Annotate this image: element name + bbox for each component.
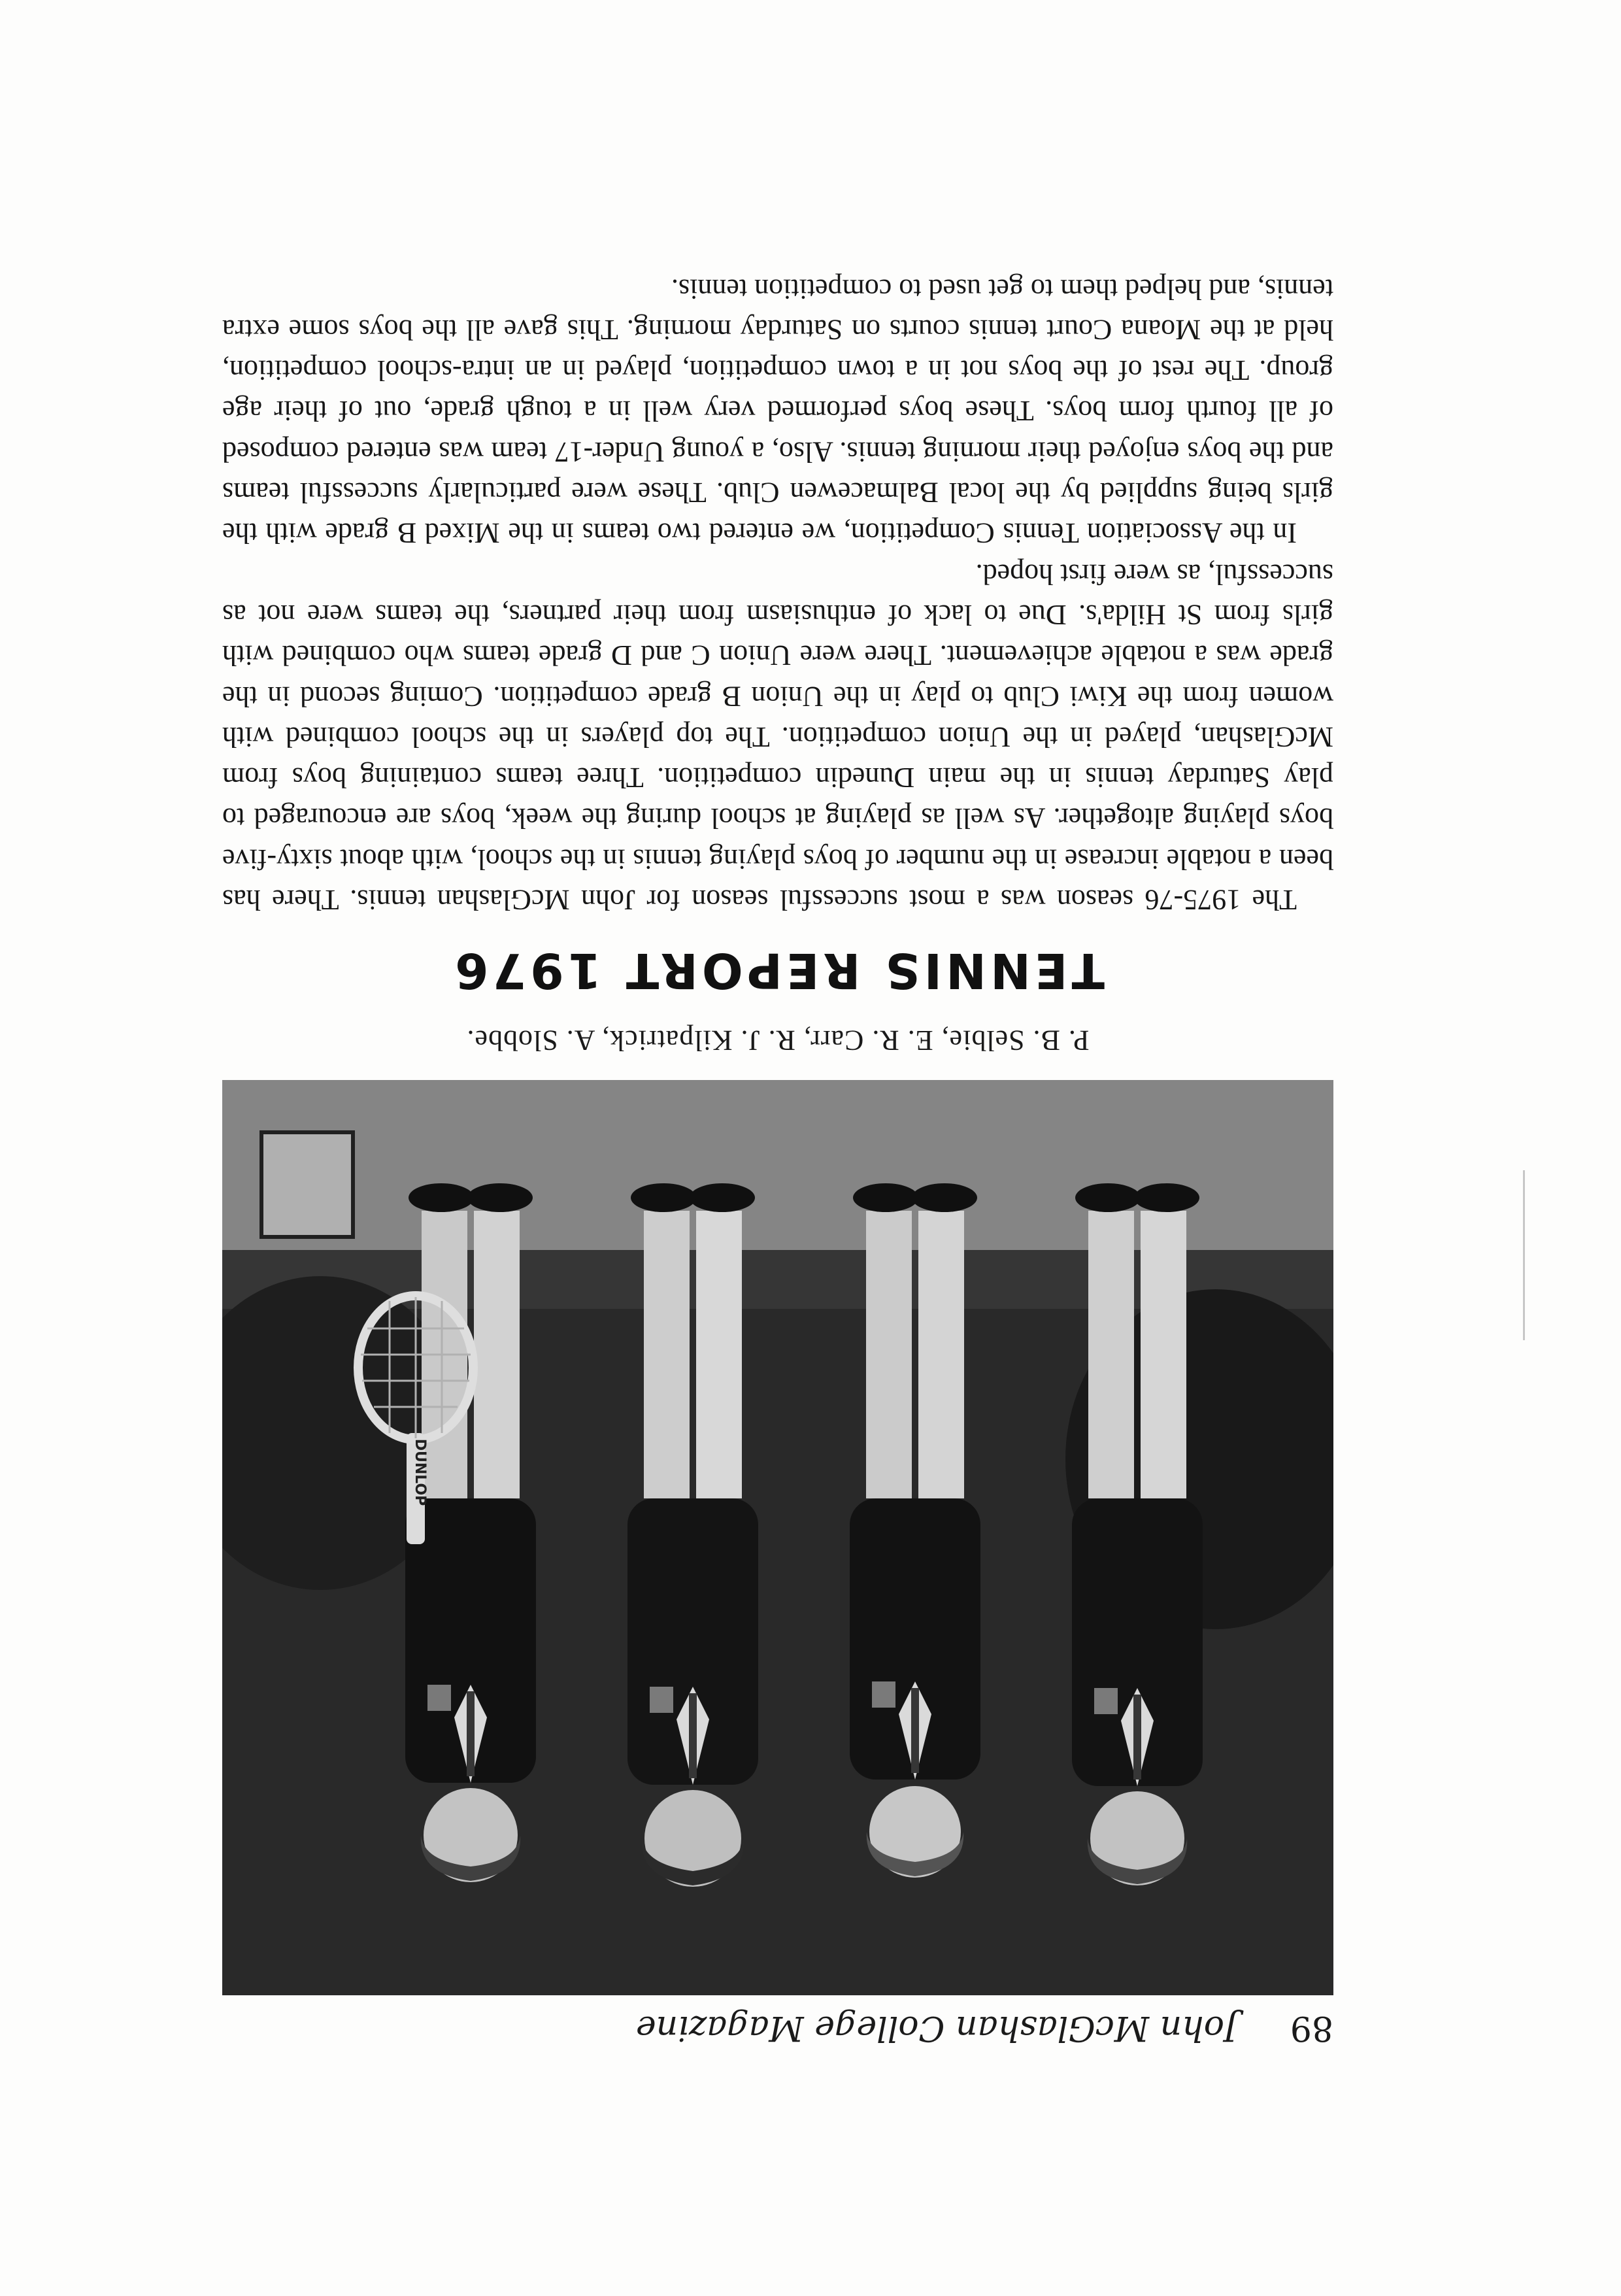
article-body (222, 268, 1333, 920)
page-number: 89 (1290, 2008, 1333, 2048)
photo-caption: P. B. Selbie, E. R. Carr, R. J. Kilpatrick, A. Slobbe. (466, 1024, 1090, 1056)
team-photo (222, 1080, 1333, 1995)
paragraph-2: In the Association Tennis Competition, we entered two teams in the Mixed B grade with the girls being supplied by the local Balmacewen Club. These were particularly successful teams and the boys enjoyed their morning tennis. Also, a young Under-17 team was entered composed of all fourth form boys. These boys performed very well in a tough grade, out of their age group. The rest of the boys not in a town competition, played in an intra-school competition, held at the Moana Court tennis courts on Saturday morning. This gave all the boys some extra tennis, and helped them to get used to competition tennis. (222, 273, 1333, 550)
paragraph-1: The 1975-76 season was a most successful season for John McGlashan tennis. There has been a notable increase in the number of boys playing tennis in the school, with about sixty-five boys playing altogether. As well as playing at school during the week, boys are encouraged to play Saturday tennis in the main Dunedin competition. Three teams containing boys from McGlashan, played in the Union competition. The top players in the school combined with women from the Kiwi Club to play in the Union B grade competition. Coming second in the grade was a notable achievement. There were Union C and D grade teams who combined with girls from St Hilda's. Due to lack of enthusiasm from their partners, the teams were not as successful, as were first hoped. (222, 558, 1333, 916)
publication-title: John McGlashan College Magazine (635, 2008, 1238, 2048)
running-head (235, 2008, 1333, 2048)
article-title: TENNIS REPORT 1976 (451, 942, 1105, 998)
racquet-brand: DUNLOP (412, 1438, 428, 1506)
scan-artifact (1523, 1170, 1525, 1340)
